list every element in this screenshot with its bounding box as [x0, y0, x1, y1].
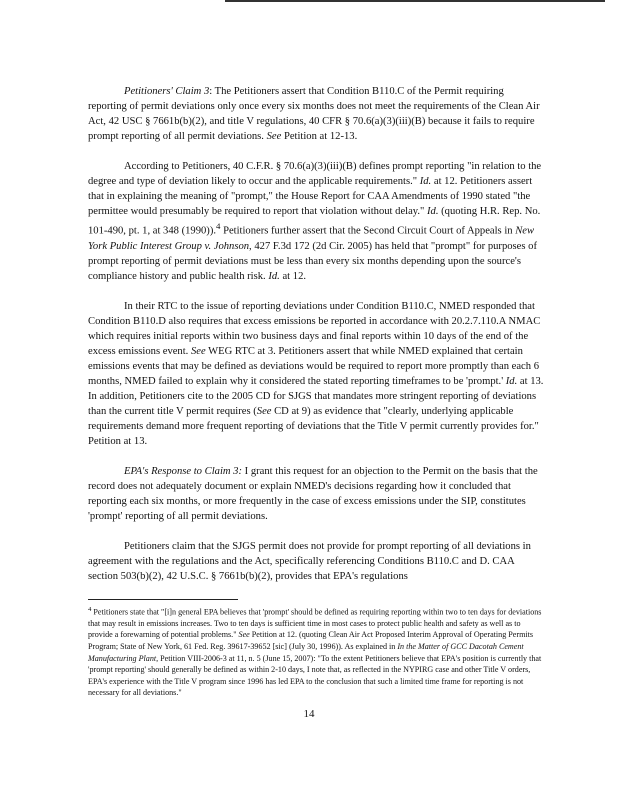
paragraph-petitioners-claim: Petitioners claim that the SJGS permit does not provide for prompt reporting of all deviations in agreement with the regulations and the Act, specifically referencing Conditions B110.C and D. CAA section 503(b)(2), 42 U.S.C. § 7661b(b)(2), provides that EPA's regulations — [88, 540, 531, 582]
top-edge-line — [225, 0, 605, 2]
paragraph-prompt-reporting: According to Petitioners, 40 C.F.R. § 70.6(a)(3)(iii)(B) defines prompt reporting "in relation to the degree and type of deviation likely to occur and the applicable requirements." Id. at 12. Petitioners assert that in explaining the meaning of "prompt," the House Report for CAA Amendments of 1990 stated "the permittee would presumably be required to report that violation without delay." Id. (quoting H.R. Rep. No. 101-490, pt. 1, at 348 (1990)).$^4$ Petitioners further assert that the Second Circuit Court of Appeals in New York Public Interest Group v. Johnson, 427 F.3d 172 (2d Cir. 2005) has held that "prompt" for purposes of prompt reporting of permit deviations must be less than every six months depending upon the source's compliance history and public health risk. Id. at 12. — [88, 161, 542, 282]
footnote-4: $^4$ Petitioners state that "[i]n general EPA believes that 'prompt' should be defined as requiring reporting within two to ten days for deviations that may result in emissions increases. Two to ten days is sufficient time in most cases to protect public health and safety as well as to provide a forewarning of potential problems." See Petition at 12. (quoting Clean Air Act Proposed Interim Approval of Operating Permits Program; State of New York, 61 Fed. Reg. 39617-39652 [sic] (July 30, 1996)). As explained in In the Matter of GCC Dacotah Cement Manufacturing Plant, Petition VIII-2006-3 at 11, n. 5 (June 15, 2007): "To the extent Petitioners believe that EPA's position is currently that 'prompt reporting' should generally be defined as within 2-10 days, I note that, as reflected in the NYPIRG case and other Title V orders, EPA's experience with the Title V program since 1996 has led EPA to the conclusion that such a limited time frame for reporting is not necessary for all deviations." — [88, 605, 542, 698]
footnote-divider — [88, 599, 238, 600]
page-number: 14 — [303, 708, 315, 720]
paragraph-claim-3: Petitioners' Claim 3: The Petitioners assert that Condition B110.C of the Permit requiring reporting of permit deviations only once every six months does not meet the requirements of the Clean Air Act, 42 USC § 7661b(b)(2), and title V regulations, 40 CFR § 70.6(a)(3)(iii)(B) because it fails to require prompt reporting of all permit deviations. See Petition at 12-13. — [88, 86, 540, 142]
paragraph-epa-response: EPA's Response to Claim 3: I grant this request for an objection to the Permit on the basis that the record does not adequately document or explain NMED's decisions regarding how it concluded that reporting each six months, or more frequently in the case of excess emissions under the SIP, constitutes 'prompt' reporting of all permit deviations. — [88, 465, 538, 522]
footnote-reference: 4 — [216, 221, 221, 231]
document-body — [88, 84, 544, 714]
paragraph-rtc-response: In their RTC to the issue of reporting deviations under Condition B110.C, NMED responded that Condition B110.D also requires that excess emissions be reported in accordance with 20.2.7.110.A NMAC which requires initial reports within two business days and final reports within 10 days of the end of the excess emissions event. See WEG RTC at 3. Petitioners assert that while NMED explained that certain emissions events that may be defined as deviations would be required to report more promptly than each 6 months, NMED failed to explain why it considered the stated reporting timeframes to be 'prompt.' Id. at 13. In addition, Petitioners cite to the 2005 CD for SJGS that mandates more stringent reporting of deviations than the current title V permit requires (See CD at 9) as evidence that "clearly, underlying applicable requirements demand more frequent reporting of deviations that the Title V permit currently provides for." Petition at 13. — [88, 300, 544, 447]
